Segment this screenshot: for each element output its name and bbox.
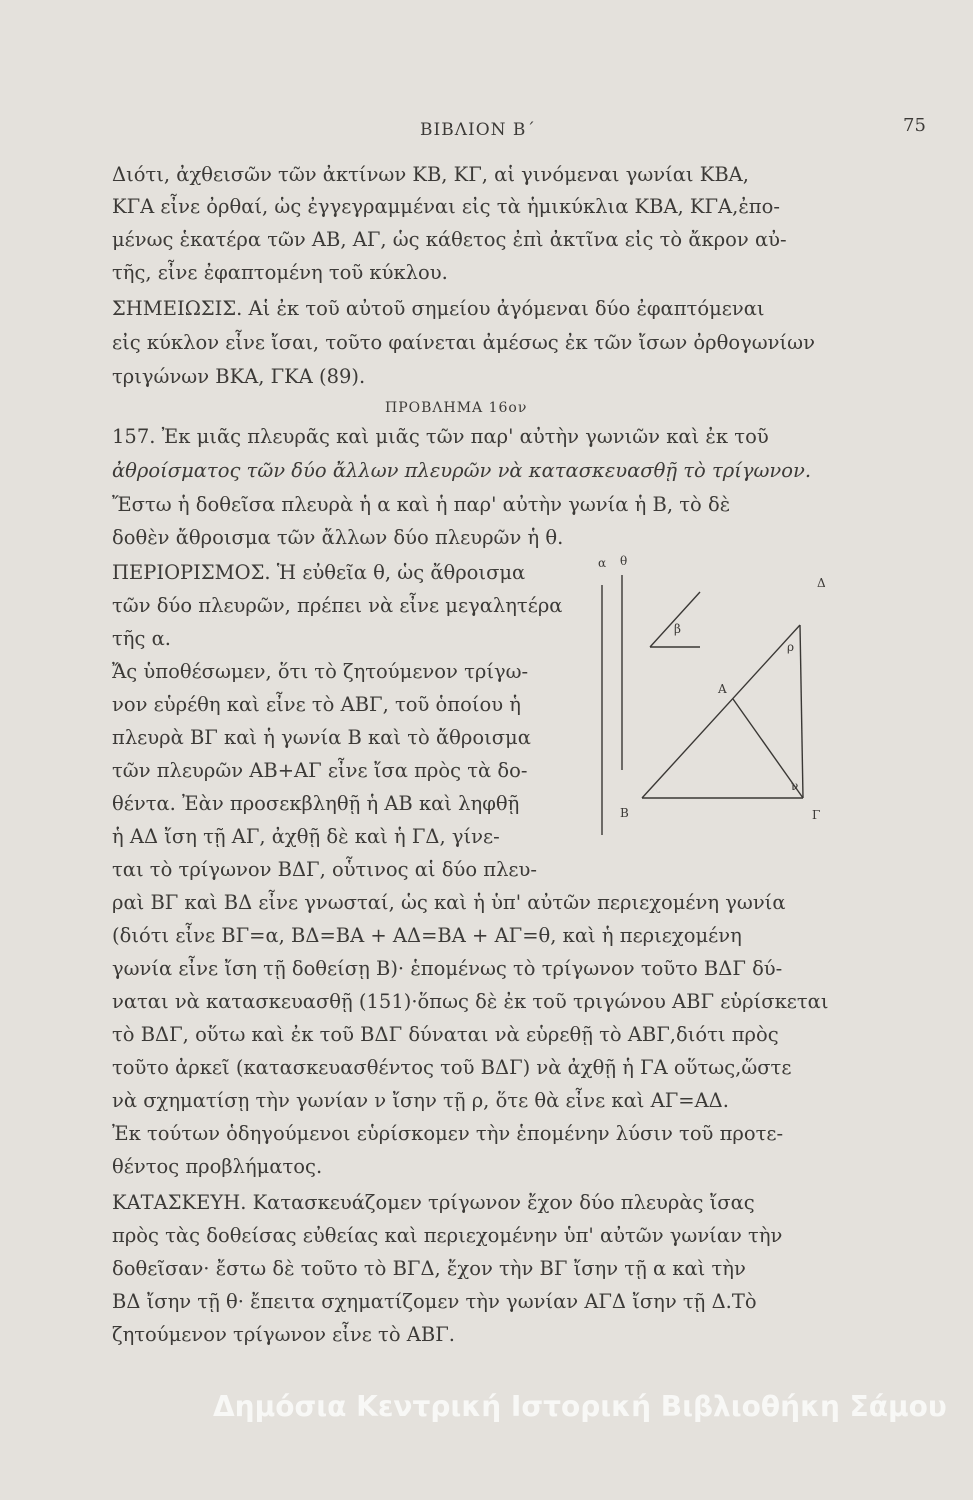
segment-DG: [800, 625, 803, 798]
segment-BD: [642, 625, 800, 798]
running-header: ΒΙΒΛΙΟΝ Β´: [420, 120, 536, 140]
page-number: 75: [903, 115, 926, 136]
label-nu: ν: [791, 779, 799, 793]
text-line: θέντος προβλήματος.: [112, 1155, 323, 1178]
text-line: γωνία εἶνε ἴση τῇ δοθείσῃ Β)· ἑπομένως τὸ τρίγωνον τοῦτο ΒΔΓ δύ-: [112, 957, 783, 980]
label-D: Δ: [817, 576, 826, 590]
label-rho: ρ: [787, 640, 795, 654]
text-line: τῆς, εἶνε ἐφαπτομένη τοῦ κύκλου.: [112, 261, 448, 284]
text-line: 157. Ἐκ μιᾶς πλευρᾶς καὶ μιᾶς τῶν παρ' αὐτὴν γωνιῶν καὶ ἐκ τοῦ: [112, 425, 769, 448]
label-theta: θ: [620, 555, 628, 568]
text-line: ΚΓΑ εἶνε ὀρθαί, ὡς ἐγγεγραμμέναι εἰς τὰ ἡμικύκλια ΚΒΑ, ΚΓΑ,ἐπο-: [112, 195, 780, 218]
text-line: νὰ σχηματίσῃ τὴν γωνίαν ν ἴσην τῇ ρ, ὅτε θὰ εἶνε καὶ ΑΓ=ΑΔ.: [112, 1089, 729, 1112]
text-line: ναται νὰ κατασκευασθῇ (151)·ὅπως δὲ ἐκ τοῦ τριγώνου ΑΒΓ εὑρίσκεται: [112, 990, 829, 1013]
label-B: Β: [620, 806, 629, 820]
label-beta-angle: β: [674, 622, 681, 636]
text-line: ΚΑΤΑΣΚΕΥΗ. Κατασκευάζομεν τρίγωνον ἔχον δύο πλευρὰς ἴσας: [112, 1191, 755, 1214]
text-line: νον εὑρέθη καὶ εἶνε τὸ ΑΒΓ, τοῦ ὁποίου ἡ: [112, 693, 521, 716]
text-line: ἀθροίσματος τῶν δύο ἄλλων πλευρῶν νὰ κατασκευασθῇ τὸ τρίγωνον.: [112, 459, 812, 482]
text-line: θέντα. Ἐὰν προσεκβληθῇ ἡ ΑΒ καὶ ληφθῇ: [112, 792, 520, 815]
text-line: τριγώνων ΒΚΑ, ΓΚΑ (89).: [112, 365, 366, 388]
text-line: ζητούμενον τρίγωνον εἶνε τὸ ΑΒΓ.: [112, 1323, 455, 1346]
text-line: ἡ ΑΔ ἴση τῇ ΑΓ, ἀχθῇ δὲ καὶ ἡ ΓΔ, γίνε-: [112, 825, 500, 848]
text-line: ραὶ ΒΓ καὶ ΒΔ εἶνε γνωσταί, ὡς καὶ ἡ ὑπ' αὐτῶν περιεχομένη γωνία: [112, 891, 786, 914]
text-line: Ἐκ τούτων ὁδηγούμενοι εὑρίσκομεν τὴν ἑπομένην λύσιν τοῦ προτε-: [112, 1122, 784, 1145]
text-line: μένως ἑκατέρα τῶν ΑΒ, ΑΓ, ὡς κάθετος ἐπὶ ἀκτῖνα εἰς τὸ ἄκρον αὐ-: [112, 228, 787, 251]
text-line: Ἔστω ἡ δοθεῖσα πλευρὰ ἡ α καὶ ἡ παρ' αὐτὴν γωνία ἡ Β, τὸ δὲ: [112, 493, 731, 516]
text-line: τὸ ΒΔΓ, οὕτω καὶ ἐκ τοῦ ΒΔΓ δύναται νὰ εὑρεθῇ τὸ ΑΒΓ,διότι πρὸς: [112, 1023, 779, 1046]
problem-heading: ΠΡΟΒΛΗΜΑ 16ον: [385, 400, 528, 416]
geometry-figure: [590, 555, 850, 845]
label-G: Γ: [812, 808, 821, 822]
text-line: ΒΔ ἴσην τῇ θ· ἔπειτα σχηματίζομεν τὴν γωνίαν ΑΓΔ ἴσην τῇ Δ.Τὸ: [112, 1290, 757, 1313]
library-watermark: Δημόσια Κεντρική Ιστορική Βιβλιοθήκη Σάμου: [213, 1390, 947, 1423]
text-line: εἰς κύκλον εἶνε ἴσαι, τοῦτο φαίνεται ἀμέσως ἐκ τῶν ἴσων ὀρθογωνίων: [112, 331, 815, 354]
text-line: Διότι, ἀχθεισῶν τῶν ἀκτίνων ΚΒ, ΚΓ, αἱ γινόμεναι γωνίαι ΚΒΑ,: [112, 163, 749, 186]
text-line: δοθὲν ἄθροισμα τῶν ἄλλων δύο πλευρῶν ἡ θ.: [112, 526, 564, 549]
text-line: δοθεῖσαν· ἔστω δὲ τοῦτο τὸ ΒΓΔ, ἔχον τὴν ΒΓ ἴσην τῇ α καὶ τὴν: [112, 1257, 746, 1280]
text-line: πλευρὰ ΒΓ καὶ ἡ γωνία Β καὶ τὸ ἄθροισμα: [112, 726, 531, 749]
text-line: ΠΕΡΙΟΡΙΣΜΟΣ. Ἡ εὐθεῖα θ, ὡς ἄθροισμα: [112, 561, 526, 584]
text-line: Ἄς ὑποθέσωμεν, ὅτι τὸ ζητούμενον τρίγω-: [112, 660, 529, 683]
text-line: (διότι εἶνε ΒΓ=α, ΒΔ=ΒΑ + ΑΔ=ΒΑ + ΑΓ=θ, καὶ ἡ περιεχομένη: [112, 924, 742, 947]
angle-beta-arm: [650, 592, 700, 647]
text-line: ται τὸ τρίγωνον ΒΔΓ, οὗτινος αἱ δύο πλευ-: [112, 858, 537, 881]
text-line: τῶν δύο πλευρῶν, πρέπει νὰ εἶνε μεγαλητέρα: [112, 594, 563, 617]
text-line: πρὸς τὰς δοθείσας εὐθείας καὶ περιεχομένην ὑπ' αὐτῶν γωνίαν τὴν: [112, 1224, 783, 1247]
text-line: τοῦτο ἀρκεῖ (κατασκευασθέντος τοῦ ΒΔΓ) νὰ ἀχθῇ ἡ ΓΑ οὕτως,ὥστε: [112, 1056, 792, 1079]
text-line: τῆς α.: [112, 627, 171, 650]
text-line: τῶν πλευρῶν ΑΒ+ΑΓ εἶνε ἴσα πρὸς τὰ δο-: [112, 759, 528, 782]
label-A: Α: [718, 682, 727, 696]
text-line: ΣΗΜΕΙΩΣΙΣ. Αἱ ἐκ τοῦ αὐτοῦ σημείου ἀγόμεναι δύο ἐφαπτόμεναι: [112, 297, 765, 320]
label-alpha: α: [598, 556, 607, 570]
